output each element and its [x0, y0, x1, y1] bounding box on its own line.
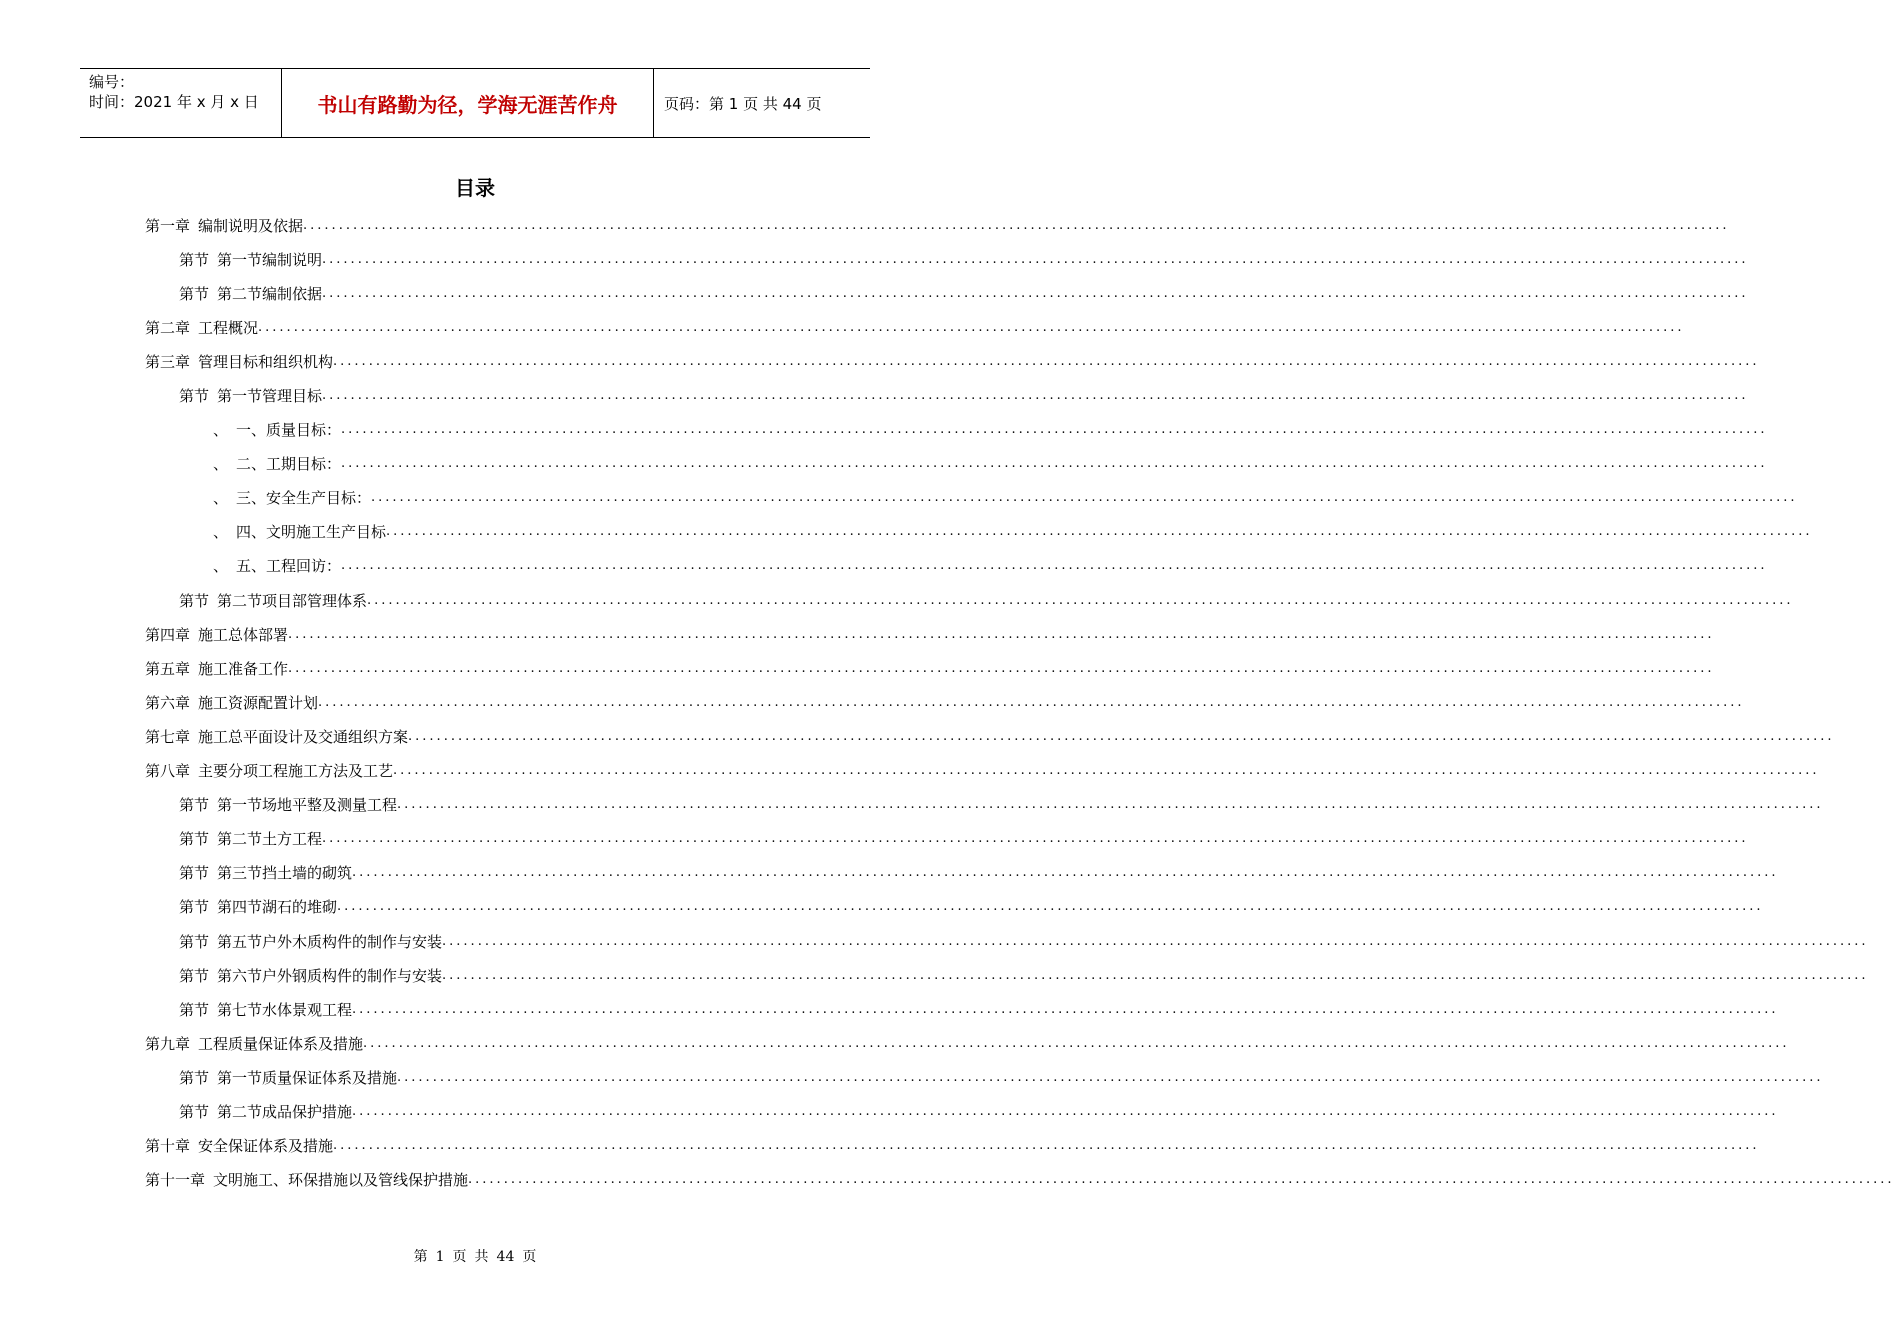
toc-entry-number: 第节 — [179, 864, 210, 883]
header-page-info: 页码：第 1 页 共 44 页 — [664, 94, 822, 113]
toc-leader-dots: ........................................................................................................................................................................................................ — [288, 660, 1715, 676]
toc-entry-title: 第二节项目部管理体系 — [217, 591, 368, 610]
footer-total-unit: 页 — [522, 1249, 537, 1265]
page-footer — [0, 1246, 950, 1266]
toc-entry-title: 一、质量目标： — [236, 421, 342, 440]
toc-entry-title: 施工总平面设计及交通组织方案 — [198, 727, 409, 746]
toc-entry-title: 第一节质量保证体系及措施 — [217, 1068, 398, 1087]
toc-leader-dots: ........................................................................................................................................................................................................ — [371, 490, 1798, 506]
toc-entry[interactable] — [145, 481, 1798, 515]
toc-entry-number: 、 — [213, 557, 229, 576]
toc-leader-dots: ........................................................................................................................................................................................................ — [442, 933, 1869, 949]
toc-entry-title: 工程概况 — [198, 318, 259, 337]
time-label: 时间：2021 年 x 月 x 日 — [89, 93, 259, 111]
toc-entry-title: 第六节户外钢质构件的制作与安装 — [217, 966, 443, 985]
toc-entry[interactable] — [145, 515, 1813, 549]
toc-entry-number: 第节 — [179, 830, 210, 849]
toc-entry-number: 第十一章 — [145, 1171, 206, 1190]
toc-entry-number: 第三章 — [145, 352, 191, 371]
toc-entry-number: 第十章 — [145, 1137, 191, 1156]
toc-entry-number: 第节 — [179, 932, 210, 951]
toc-entry-title: 第二节土方工程 — [217, 830, 323, 849]
header-meta — [80, 69, 282, 137]
toc-entry-title: 管理目标和组织机构 — [198, 352, 334, 371]
toc-leader-dots: ........................................................................................................................................................................................................ — [322, 831, 1749, 847]
toc-title: 目录 — [455, 176, 495, 200]
toc-entry-title: 施工准备工作 — [198, 659, 289, 678]
toc-entry[interactable] — [145, 890, 1764, 924]
toc-entry-title: 第二节成品保护措施 — [217, 1102, 353, 1121]
toc-entry-number: 第节 — [179, 796, 210, 815]
toc-entry[interactable] — [145, 788, 1824, 822]
toc-leader-dots: ........................................................................................................................................................................................................ — [397, 797, 1824, 813]
toc-leader-dots: ........................................................................................................................................................................................................ — [322, 251, 1749, 267]
toc-entry-title: 三、安全生产目标： — [236, 489, 372, 508]
toc-entry-title: 第一节管理目标 — [217, 387, 323, 406]
toc-entry-title: 编制说明及依据 — [198, 216, 304, 235]
toc-leader-dots: ........................................................................................................................................................................................................ — [337, 899, 1764, 915]
toc-leader-dots: ........................................................................................................................................................................................................ — [352, 1103, 1779, 1119]
toc-entry-number: 第节 — [179, 1000, 210, 1019]
toc-entry-number: 第六章 — [145, 693, 191, 712]
toc-entry[interactable] — [145, 754, 1820, 788]
toc-entry-title: 工程质量保证体系及措施 — [198, 1034, 364, 1053]
toc-entry-title: 第一节场地平整及测量工程 — [217, 796, 398, 815]
toc-entry[interactable] — [145, 651, 1715, 685]
toc-entry[interactable] — [145, 1094, 1779, 1128]
toc-entry[interactable] — [145, 1060, 1824, 1094]
toc-leader-dots: ........................................................................................................................................................................................................ — [397, 1069, 1824, 1085]
toc-leader-dots: ........................................................................................................................................................................................................ — [333, 1138, 1760, 1154]
toc-entry[interactable] — [145, 822, 1749, 856]
toc-leader-dots: ........................................................................................................................................................................................................ — [386, 524, 1813, 540]
toc-entry[interactable] — [145, 310, 1685, 344]
toc-entry-title: 二、工期目标： — [236, 455, 342, 474]
toc-entry-number: 第节 — [179, 250, 210, 269]
toc-entry-number: 第节 — [179, 387, 210, 406]
toc-entry[interactable] — [145, 1129, 1760, 1163]
toc-leader-dots: ........................................................................................................................................................................................................ — [393, 763, 1820, 779]
toc-entry-number: 第节 — [179, 284, 210, 303]
toc-leader-dots: ........................................................................................................................................................................................................ — [442, 967, 1869, 983]
toc-entry-title: 第七节水体景观工程 — [217, 1000, 353, 1019]
toc-entry-title: 安全保证体系及措施 — [198, 1137, 334, 1156]
toc-entry[interactable] — [145, 413, 1768, 447]
footer-page-label: 第 — [413, 1249, 428, 1265]
toc-entry-title: 第一节编制说明 — [217, 250, 323, 269]
toc-entry[interactable] — [145, 924, 1869, 958]
toc-entry-title: 第二节编制依据 — [217, 284, 323, 303]
number-label: 编号： — [89, 73, 135, 91]
toc-entry[interactable] — [145, 447, 1768, 481]
toc-entry[interactable] — [145, 208, 1730, 242]
header-motto: 书山有路勤为径，学海无涯苦作舟 — [282, 69, 654, 137]
toc-leader-dots: ........................................................................................................................................................................................................ — [352, 1001, 1779, 1017]
toc-entry[interactable] — [145, 958, 1869, 992]
toc-entry-number: 第节 — [179, 1102, 210, 1121]
toc-entry-number: 第五章 — [145, 659, 191, 678]
toc-leader-dots: ........................................................................................................................................................................................................ — [258, 319, 1685, 335]
toc-entry[interactable] — [145, 583, 1794, 617]
toc-entry-title: 主要分项工程施工方法及工艺 — [198, 762, 394, 781]
toc-entry[interactable] — [145, 992, 1779, 1026]
toc-leader-dots: ........................................................................................................................................................................................................ — [468, 1172, 1895, 1188]
toc-entry-number: 、 — [213, 421, 229, 440]
toc-entry[interactable] — [145, 856, 1779, 890]
toc-entry-number: 第节 — [179, 898, 210, 917]
toc-entry-number: 、 — [213, 523, 229, 542]
toc-entry[interactable] — [145, 276, 1749, 310]
toc-entry-number: 第七章 — [145, 727, 191, 746]
toc-leader-dots: ........................................................................................................................................................................................................ — [322, 285, 1749, 301]
toc-entry-number: 、 — [213, 455, 229, 474]
toc-entry-title: 五、工程回访： — [236, 557, 342, 576]
toc-leader-dots: ........................................................................................................................................................................................................ — [408, 728, 1835, 744]
toc-leader-dots: ........................................................................................................................................................................................................ — [303, 217, 1730, 233]
footer-page-unit: 页 — [452, 1249, 467, 1265]
toc-entry-number: 第四章 — [145, 625, 191, 644]
toc-entry-title: 第五节户外木质构件的制作与安装 — [217, 932, 443, 951]
toc-entry-title: 四、文明施工生产目标 — [236, 523, 387, 542]
footer-page-num: 1 — [435, 1249, 445, 1265]
toc-entry[interactable] — [145, 549, 1768, 583]
toc-entry-number: 第九章 — [145, 1034, 191, 1053]
toc-entry[interactable] — [145, 1163, 1895, 1197]
footer-total-label: 共 — [474, 1249, 489, 1265]
toc-entry-number: 第二章 — [145, 318, 191, 337]
toc-leader-dots: ........................................................................................................................................................................................................ — [333, 353, 1760, 369]
toc-entry[interactable] — [145, 378, 1749, 412]
toc-leader-dots: ........................................................................................................................................................................................................ — [341, 456, 1768, 472]
table-of-contents — [145, 208, 1895, 1197]
footer-total-num: 44 — [496, 1249, 515, 1265]
toc-entry[interactable] — [145, 344, 1760, 378]
toc-leader-dots: ........................................................................................................................................................................................................ — [352, 865, 1779, 881]
toc-entry-number: 第节 — [179, 591, 210, 610]
toc-entry-title: 文明施工、环保措施以及管线保护措施 — [213, 1171, 469, 1190]
toc-entry-title: 施工总体部署 — [198, 625, 289, 644]
toc-entry-number: 第节 — [179, 1068, 210, 1087]
toc-entry[interactable] — [145, 685, 1745, 719]
toc-entry-number: 、 — [213, 489, 229, 508]
toc-entry[interactable] — [145, 1026, 1790, 1060]
toc-leader-dots: ........................................................................................................................................................................................................ — [322, 388, 1749, 404]
document-header — [80, 68, 870, 138]
toc-entry-title: 第三节挡土墙的砌筑 — [217, 864, 353, 883]
toc-leader-dots: ........................................................................................................................................................................................................ — [367, 592, 1794, 608]
toc-entry-number: 第八章 — [145, 762, 191, 781]
toc-leader-dots: ........................................................................................................................................................................................................ — [363, 1035, 1790, 1051]
toc-entry-title: 第四节湖石的堆砌 — [217, 898, 338, 917]
toc-entry[interactable] — [145, 719, 1835, 753]
toc-leader-dots: ........................................................................................................................................................................................................ — [318, 694, 1745, 710]
toc-entry-title: 施工资源配置计划 — [198, 693, 319, 712]
toc-entry[interactable] — [145, 617, 1715, 651]
toc-leader-dots: ........................................................................................................................................................................................................ — [341, 558, 1768, 574]
toc-entry-number: 第一章 — [145, 216, 191, 235]
toc-entry[interactable] — [145, 242, 1749, 276]
toc-entry-number: 第节 — [179, 966, 210, 985]
toc-leader-dots: ........................................................................................................................................................................................................ — [288, 626, 1715, 642]
toc-leader-dots: ........................................................................................................................................................................................................ — [341, 422, 1768, 438]
